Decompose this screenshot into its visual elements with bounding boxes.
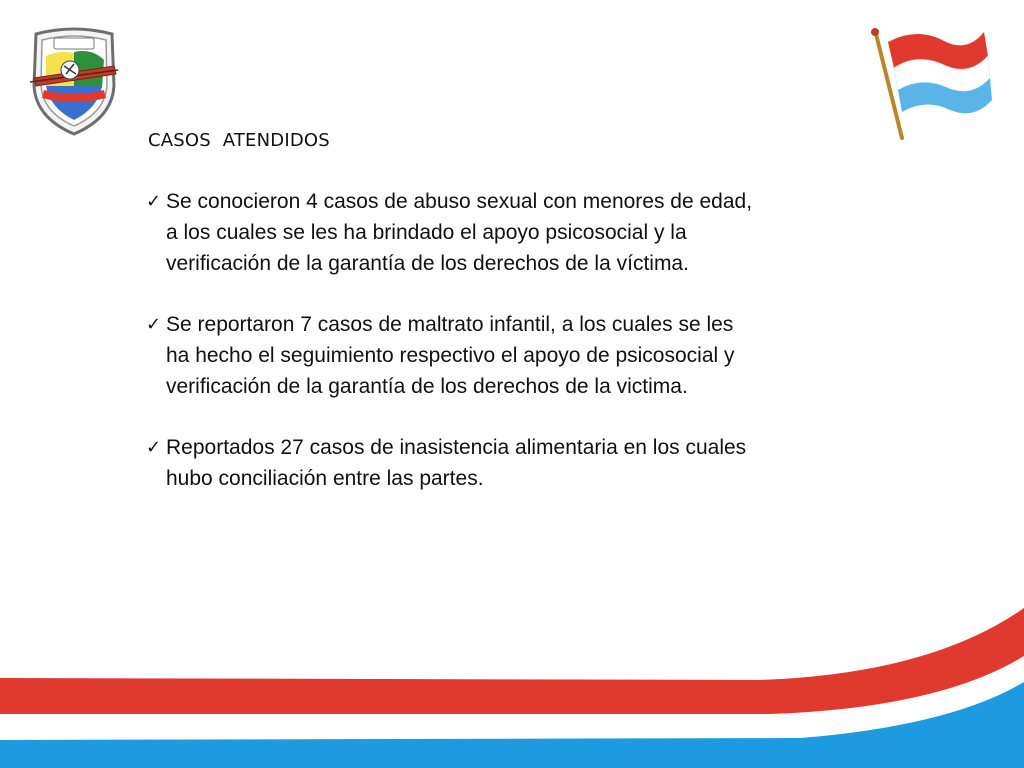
flag-icon xyxy=(864,24,992,142)
bullet-text: Se conocieron 4 casos de abuso sexual con menores de edad, a los cuales se les ha brindado el apoyo psicosocial y la verificación de la garantía de los derechos de la víctima. xyxy=(166,190,753,275)
list-item xyxy=(146,309,896,402)
slide-title: CASOS ATENDIDOS xyxy=(148,130,330,151)
bullet-list xyxy=(146,186,896,524)
checkmark-icon: ✓ xyxy=(146,191,162,212)
list-item xyxy=(146,186,896,279)
school-crest-icon xyxy=(26,26,122,138)
checkmark-icon: ✓ xyxy=(146,314,162,335)
footer-wave-decoration xyxy=(0,580,1024,768)
checkmark-icon: ✓ xyxy=(146,437,162,458)
bullet-text: Reportados 27 casos de inasistencia alimentaria en los cuales hubo conciliación entre las partes. xyxy=(166,436,747,490)
list-item xyxy=(146,432,896,494)
bullet-text: Se reportaron 7 casos de maltrato infantil, a los cuales se les ha hecho el seguimiento respectivo el apoyo de psicosocial y verificación de la garantía de los derechos de la victima. xyxy=(166,313,735,398)
